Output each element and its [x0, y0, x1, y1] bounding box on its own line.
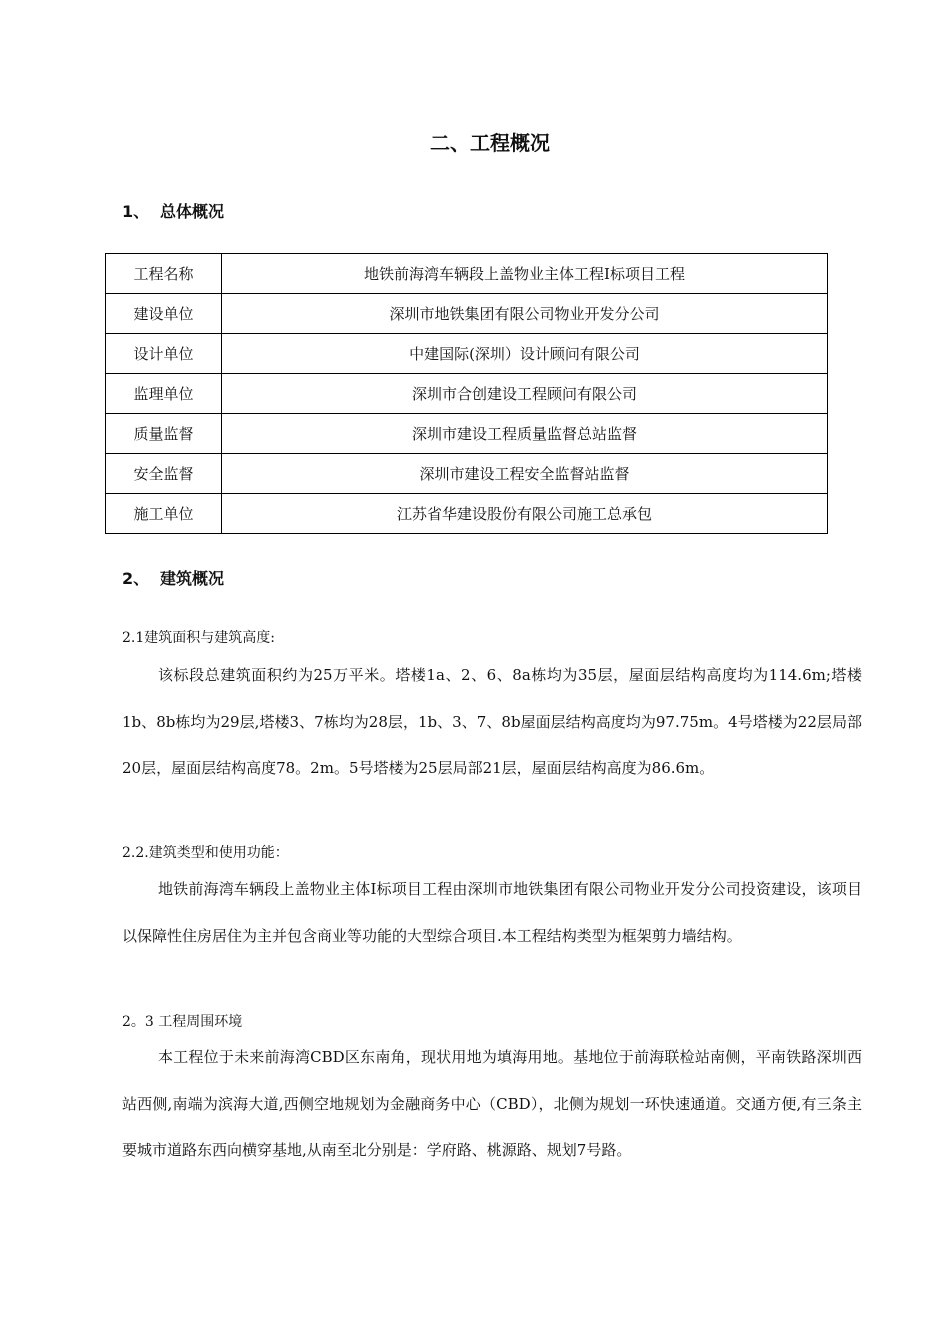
- page-title: 二、工程概况: [430, 131, 550, 155]
- table-row: [106, 494, 828, 534]
- table-row: [106, 414, 828, 454]
- project-info-table: [105, 253, 828, 534]
- table-value: 深圳市建设工程安全监督站监督: [222, 454, 828, 494]
- table-row: [106, 334, 828, 374]
- table-row: [106, 254, 828, 294]
- section-title: 建筑概况: [160, 569, 225, 588]
- section-number: 2、: [122, 569, 150, 588]
- table-key: 安全监督: [106, 454, 222, 494]
- table-value: 深圳市建设工程质量监督总站监督: [222, 414, 828, 454]
- table-row: [106, 374, 828, 414]
- table-key: 施工单位: [106, 494, 222, 534]
- subheading-type-function: 2.2.建筑类型和使用功能：: [122, 845, 289, 861]
- table-row: [106, 454, 828, 494]
- table-value: 中建国际(深圳）设计顾问有限公司: [222, 334, 828, 374]
- table-value: 江苏省华建设股份有限公司施工总承包: [222, 494, 828, 534]
- table-key: 监理单位: [106, 374, 222, 414]
- subheading-area-height: 2.1建筑面积与建筑高度:: [122, 630, 275, 646]
- table-key: 建设单位: [106, 294, 222, 334]
- table-value: 深圳市合创建设工程顾问有限公司: [222, 374, 828, 414]
- table-key: 工程名称: [106, 254, 222, 294]
- table-value: 地铁前海湾车辆段上盖物业主体工程Ⅰ标项目工程: [222, 254, 828, 294]
- table-value: 深圳市地铁集团有限公司物业开发分公司: [222, 294, 828, 334]
- section-title: 总体概况: [160, 202, 225, 221]
- paragraph-type-function: 地铁前海湾车辆段上盖物业主体Ⅰ标项目工程由深圳市地铁集团有限公司物业开发分公司投资建设，该项目以保障性住房居住为主并包含商业等功能的大型综合项目.本工程结构类型为框架剪力墙结构。: [122, 880, 862, 945]
- paragraph-surroundings: 本工程位于未来前海湾CBD区东南角，现状用地为填海用地。基地位于前海联检站南侧，平南铁路深圳西站西侧,南端为滨海大道,西侧空地规划为金融商务中心（CBD），北侧为规划一环快速通道。交通方便,有三条主要城市道路东西向横穿基地,从南至北分别是：学府路、桃源路、规划7号路。: [122, 1048, 862, 1159]
- paragraph-area-height: 该标段总建筑面积约为25万平米。塔楼1a、2、6、8a栋均为35层，屋面层结构高度均为114.6m;塔楼1b、8b栋均为29层,塔楼3、7栋均为28层，1b、3、7、8b屋面层结构高度均为97.75m。4号塔楼为22层局部20层，屋面层结构高度78。2m。5号塔楼为25层局部21层，屋面层结构高度为86.6m。: [122, 666, 862, 777]
- section-number: 1、: [122, 202, 150, 221]
- table-row: [106, 294, 828, 334]
- section-heading-architecture: [122, 566, 224, 589]
- table-key: 质量监督: [106, 414, 222, 454]
- section-heading-overview: [122, 199, 224, 222]
- table-key: 设计单位: [106, 334, 222, 374]
- subheading-surroundings: 2。3 工程周围环境: [122, 1014, 243, 1030]
